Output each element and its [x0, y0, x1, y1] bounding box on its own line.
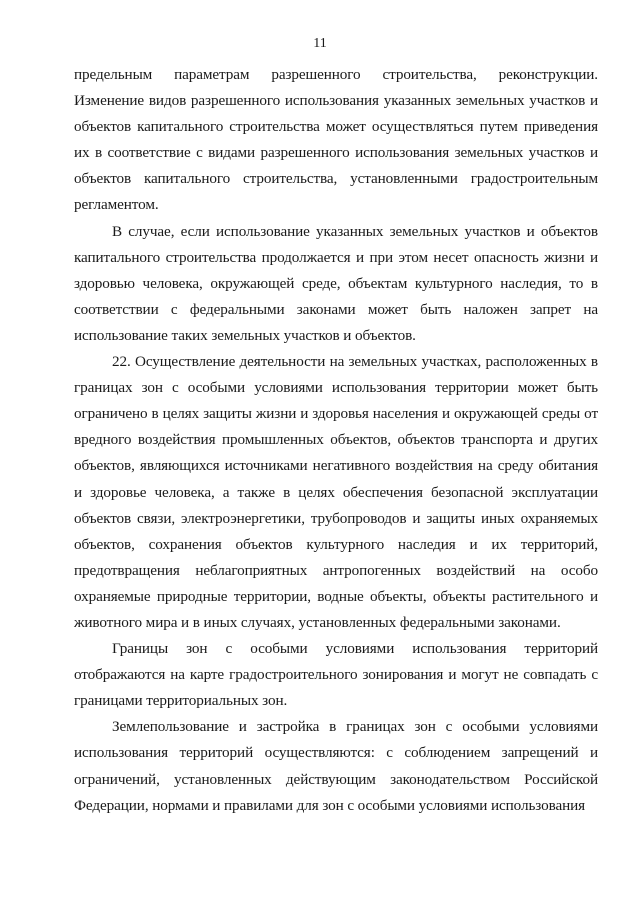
- paragraph: 22. Осуществление деятельности на земельных участках, расположенных в границах зон с особыми условиями использования территории может быть ограничено в целях защиты жизни и здоровья населения и окружающей среды от вредного воздействия промышленных объектов, объектов транспорта и других объектов, являющихся источниками негативного воздействия на среду обитания и здоровье человека, а также в целях обеспечения безопасной эксплуатации объектов связи, электроэнергетики, трубопроводов и защиты иных охраняемых объектов, сохранения объектов культурного наследия и их территорий, предотвращения неблагоприятных антропогенных воздействий на особо охраняемые природные территории, водные объекты, объекты растительного и животного мира и в иных случаях, установленных федеральными законами.: [74, 353, 598, 631]
- paragraph: предельным параметрам разрешенного строительства, реконструкции. Изменение видов разрешенного использования указанных земельных участков и объектов капитального строительства может осуществляться путем приведения их в соответствие с видами разрешенного использования земельных участков и объектов капитального строительства, установленными градостроительным регламентом.: [74, 66, 598, 214]
- paragraph: В случае, если использование указанных земельных участков и объектов капитального строительства продолжается и при этом несет опасность жизни и здоровью человека, окружающей среде, объектам культурного наследия, то в соответствии с федеральными законами может быть наложен запрет на использование таких земельных участков и объектов.: [74, 222, 598, 344]
- page-number: 11: [313, 36, 327, 51]
- paragraph: Землепользование и застройка в границах зон с особыми условиями использования территорий осуществляются: с соблюдением запрещений и ограничений, установленных действующим законодательством Российской Федерации, нормами и правилами для зон с особыми условиями использования: [74, 718, 598, 814]
- document-body: [74, 62, 598, 819]
- paragraph: Границы зон с особыми условиями использования территорий отображаются на карте градостроительного зонирования и могут не совпадать с границами территориальных зон.: [74, 640, 598, 710]
